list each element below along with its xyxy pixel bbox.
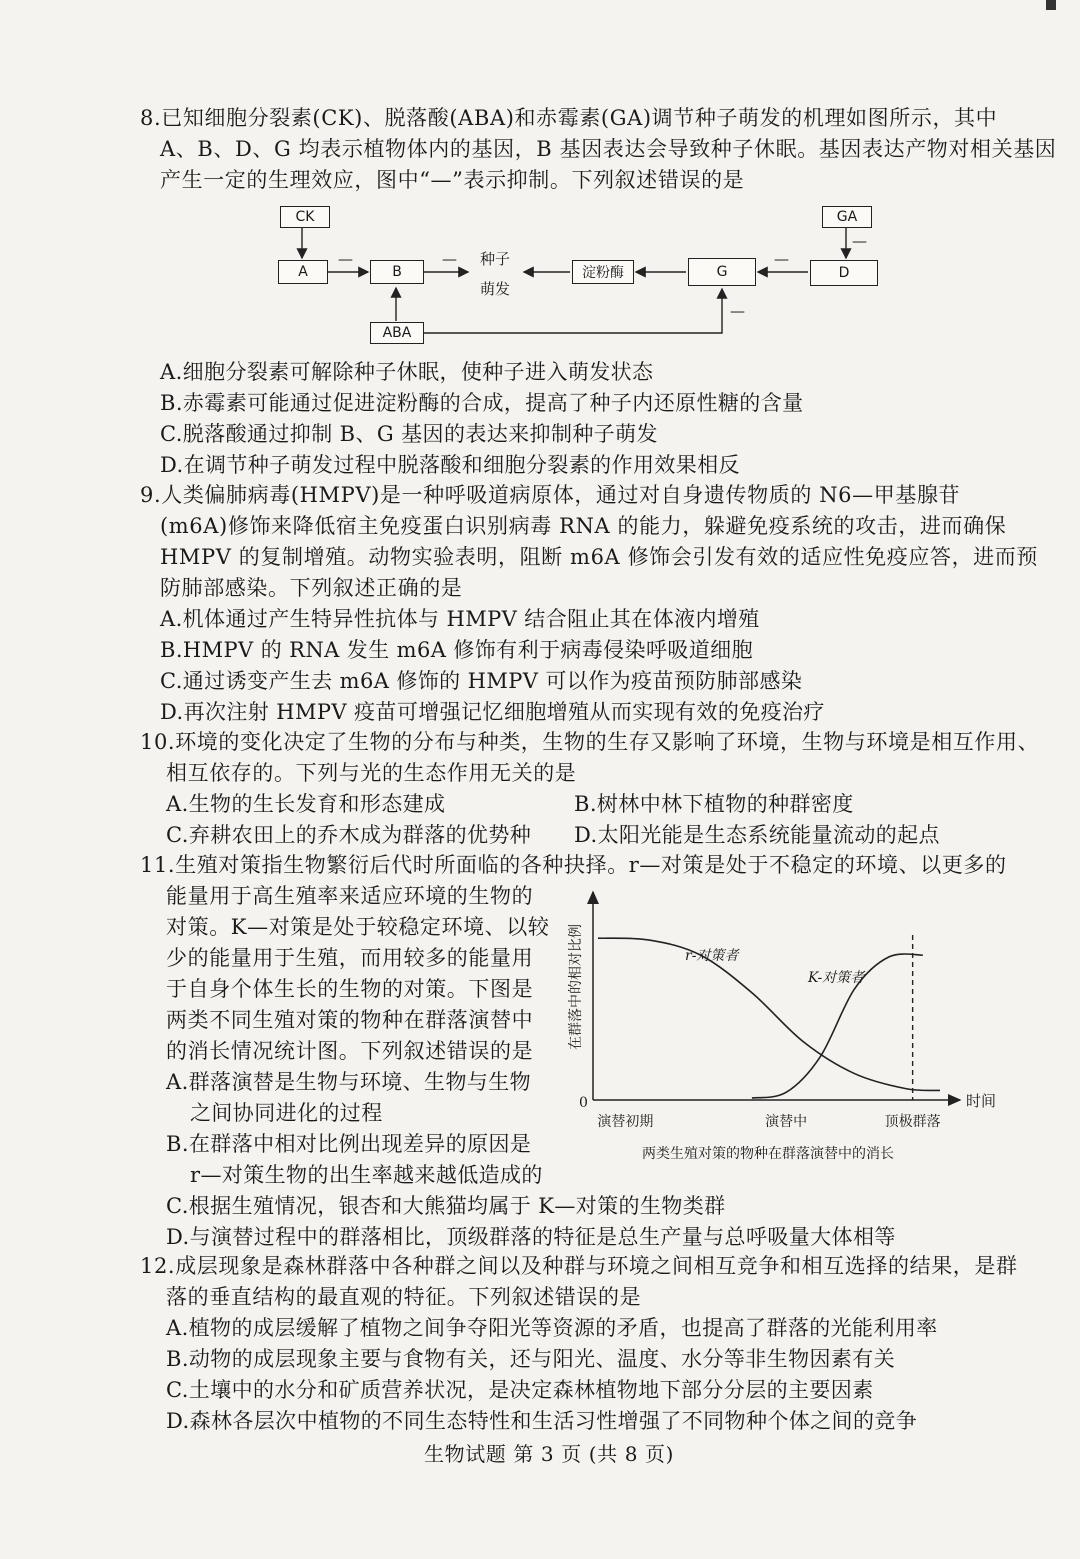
q12-line-1: 12.成层现象是森林群落中各种群之间以及种群与环境之间相互竞争和相互选择的结果，是群 — [140, 1254, 1018, 1278]
q12-option-d: D.森林各层次中植物的不同生态特性和生活习性增强了不同物种个体之间的竞争 — [166, 1409, 918, 1433]
q9-option-b: B.HMPV 的 RNA 发生 m6A 修饰有利于病毒侵染呼吸道细胞 — [160, 638, 753, 662]
q8-line-2: A、B、D、G 均表示植物体内的基因，B 基因表达会导致种子休眠。基因表达产物对相关基因 — [160, 137, 1057, 161]
q9-option-c: C.通过诱变产生去 m6A 修饰的 HMPV 可以作为疫苗预防肺部感染 — [160, 669, 803, 693]
q10-option-d: D.太阳光能是生态系统能量流动的起点 — [574, 823, 940, 847]
origin-label: 0 — [579, 1095, 588, 1111]
q9-option-a: A.机体通过产生特异性抗体与 HMPV 结合阻止其在体液内增殖 — [160, 607, 760, 631]
q11-line-3: 对策。K—对策是处于较稳定环境、以较 — [166, 915, 550, 939]
x-axis-label: 时间 — [966, 1092, 997, 1110]
seed-label-1: 种子 — [480, 250, 511, 268]
minus-ga-d: — — [852, 232, 867, 250]
q9-line-2: (m6A)修饰来降低宿主免疫蛋白识别病毒 RNA 的能力，躲避免疫系统的攻击，进而确保 — [160, 514, 1007, 538]
q9-line-4: 防肺部感染。下列叙述正确的是 — [160, 576, 463, 600]
q8-line-3: 产生一定的生理效应，图中“—”表示抑制。下列叙述错误的是 — [160, 168, 745, 192]
q12-option-c: C.土壤中的水分和矿质营养状况，是决定森林植物地下部分分层的主要因素 — [166, 1378, 874, 1402]
ck-box: CK — [280, 206, 330, 228]
gene-g-box: G — [688, 258, 756, 286]
q12-option-a: A.植物的成层缓解了植物之间争夺阳光等资源的矛盾，也提高了群落的光能利用率 — [166, 1316, 938, 1340]
x-tick-0: 演替初期 — [597, 1114, 654, 1130]
q12-line-2: 落的垂直结构的最直观的特征。下列叙述错误的是 — [166, 1285, 642, 1309]
q9-option-d: D.再次注射 HMPV 疫苗可增强记忆细胞增殖从而实现有效的免疫治疗 — [160, 700, 825, 724]
ga-box: GA — [822, 206, 872, 228]
minus-d-g: — — [774, 250, 789, 268]
series-r-strategist — [598, 938, 940, 1090]
q10-line-2: 相互依存的。下列与光的生态作用无关的是 — [166, 761, 577, 785]
q8-option-b: B.赤霉素可能通过促进淀粉酶的合成，提高了种子内还原性糖的含量 — [160, 391, 804, 415]
aba-box: ABA — [370, 322, 424, 344]
chart-caption: 两类生殖对策的物种在群落演替中的消长 — [642, 1146, 894, 1162]
minus-aba-g: — — [730, 302, 745, 320]
q9-line-1: 9.人类偏肺病毒(HMPV)是一种呼吸道病原体，通过对自身遗传物质的 N6—甲基腺苷 — [140, 483, 961, 507]
x-tick-1: 演替中 — [765, 1114, 808, 1130]
q11-option-a-cont: 之间协同进化的过程 — [190, 1101, 383, 1125]
q10-option-b: B.树林中林下植物的种群密度 — [574, 792, 854, 816]
q11-line-4: 少的能量用于生殖，而用较多的能量用 — [166, 946, 534, 970]
q11-line-5: 于自身个体生长的生物的对策。下图是 — [166, 977, 534, 1001]
q11-option-d: D.与演替过程中的群落相比，顶级群落的特征是总生产量与总呼吸量大体相等 — [166, 1225, 896, 1249]
minus-b-seed: — — [442, 250, 457, 268]
q8-option-d: D.在调节种子萌发过程中脱落酸和细胞分裂素的作用效果相反 — [160, 453, 740, 477]
q10-option-a: A.生物的生长发育和形态建成 — [166, 792, 446, 816]
diagram-arrows — [0, 0, 1080, 360]
q11-option-a: A.群落演替是生物与环境、生物与生物 — [166, 1070, 532, 1094]
q8-option-a: A.细胞分裂素可解除种子休眠，使种子进入萌发状态 — [160, 360, 654, 384]
gene-a-box: A — [278, 260, 328, 284]
gene-b-box: B — [370, 260, 424, 284]
series-r-label: r-对策者 — [685, 948, 739, 964]
q11-line-7: 的消长情况统计图。下列叙述错误的是 — [166, 1039, 534, 1063]
page-footer: 生物试题 第 3 页 (共 8 页) — [424, 1442, 674, 1466]
q8-option-c: C.脱落酸通过抑制 B、G 基因的表达来抑制种子萌发 — [160, 422, 658, 446]
q11-option-b: B.在群落中相对比例出现差异的原因是 — [166, 1132, 532, 1156]
q11-option-b-cont: r—对策生物的出生率越来越低造成的 — [190, 1163, 543, 1187]
series-k-label: K-对策者 — [808, 970, 865, 986]
seed-label-2: 萌发 — [480, 280, 511, 298]
q11-line-2: 能量用于高生殖率来适应环境的生物的 — [166, 884, 534, 908]
succession-chart — [560, 880, 1020, 1170]
q11-line-1: 11.生殖对策指生物繁衍后代时所面临的各种抉择。r—对策是处于不稳定的环境、以更多的 — [140, 853, 1007, 877]
y-axis-label: 在群落中的相对比例 — [568, 924, 584, 1050]
q11-line-6: 两类不同生殖对策的物种在群落演替中 — [166, 1008, 534, 1032]
gene-d-box: D — [810, 260, 878, 286]
x-tick-2: 顶极群落 — [884, 1114, 941, 1130]
q12-option-b: B.动物的成层现象主要与食物有关，还与阳光、温度、水分等非生物因素有关 — [166, 1347, 896, 1371]
q8-line-1: 8.已知细胞分裂素(CK)、脱落酸(ABA)和赤霉素(GA)调节种子萌发的机理如图所示，其中 — [140, 106, 998, 130]
q10-line-1: 10.环境的变化决定了生物的分布与种类，生物的生存又影响了环境，生物与环境是相互作用、 — [140, 730, 1040, 754]
amylase-box: 淀粉酶 — [572, 260, 634, 284]
q10-option-c: C.弃耕农田上的乔木成为群落的优势种 — [166, 823, 532, 847]
minus-a-b: — — [338, 250, 353, 268]
q9-line-3: HMPV 的复制增殖。动物实验表明，阻断 m6A 修饰会引发有效的适应性免疫应答，进而预 — [160, 545, 1038, 569]
q11-option-c: C.根据生殖情况，银杏和大熊猫均属于 K—对策的生物类群 — [166, 1194, 726, 1218]
